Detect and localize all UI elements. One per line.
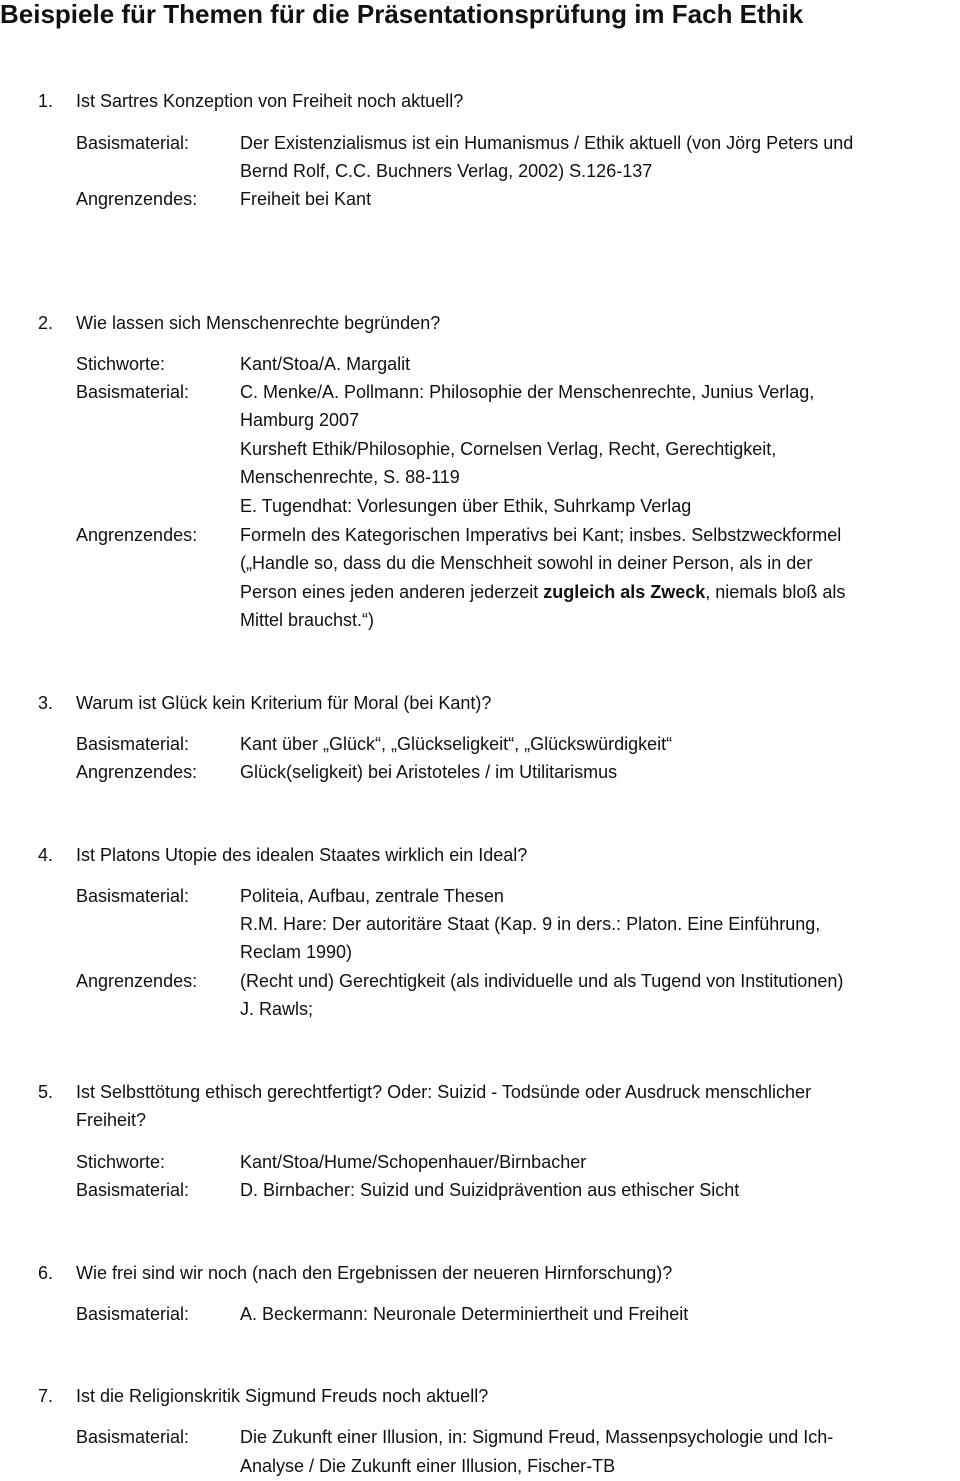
label-angrenzendes: Angrenzendes:	[76, 762, 198, 782]
basismaterial-line: Analyse / Die Zukunft einer Illusion, Fischer-TB	[240, 1456, 616, 1476]
label-basismaterial: Basismaterial:	[76, 1304, 190, 1324]
label-basismaterial: Basismaterial:	[76, 1180, 190, 1200]
angrenzendes-line	[240, 578, 845, 606]
text: Person eines jeden anderen jederzeit	[240, 582, 544, 602]
topic-question: Wie lassen sich Menschenrechte begründen?	[76, 313, 441, 333]
label-basismaterial: Basismaterial:	[76, 133, 190, 153]
angrenzendes-line: Freiheit bei Kant	[240, 189, 372, 209]
topic-question: Ist Selbsttötung ethisch gerechtfertigt? Oder: Suizid - Todsünde oder Ausdruck menschlicher	[76, 1082, 812, 1102]
topic-number: 7.	[38, 1386, 54, 1406]
angrenzendes-line: Glück(seligkeit) bei Aristoteles / im Utilitarismus	[240, 762, 618, 782]
topic-number: 6.	[38, 1263, 54, 1283]
stichworte-line: Kant/Stoa/Hume/Schopenhauer/Birnbacher	[240, 1152, 587, 1172]
topic-question: Warum ist Glück kein Kriterium für Moral (bei Kant)?	[76, 693, 492, 713]
basismaterial-line: D. Birnbacher: Suizid und Suizidprävention aus ethischer Sicht	[240, 1180, 740, 1200]
stichworte-line: Kant/Stoa/A. Margalit	[240, 354, 411, 374]
label-basismaterial: Basismaterial:	[76, 734, 190, 754]
basismaterial-line: A. Beckermann: Neuronale Determiniertheit und Freiheit	[240, 1304, 689, 1324]
basismaterial-line: E. Tugendhat: Vorlesungen über Ethik, Suhrkamp Verlag	[240, 496, 692, 516]
topic-number: 2.	[38, 313, 54, 333]
label-stichworte: Stichworte:	[76, 1152, 166, 1172]
page-title: Beispiele für Themen für die Präsentationsprüfung im Fach Ethik	[0, 0, 804, 29]
label-basismaterial: Basismaterial:	[76, 886, 190, 906]
basismaterial-line: R.M. Hare: Der autoritäre Staat (Kap. 9 in ders.: Platon. Eine Einführung,	[240, 914, 821, 934]
topic-question: Ist Sartres Konzeption von Freiheit noch aktuell?	[76, 91, 464, 111]
topic-number: 5.	[38, 1082, 54, 1102]
basismaterial-line: C. Menke/A. Pollmann: Philosophie der Menschenrechte, Junius Verlag,	[240, 382, 815, 402]
angrenzendes-line: (Recht und) Gerechtigkeit (als individuelle und als Tugend von Institutionen)	[240, 971, 844, 991]
basismaterial-line: Bernd Rolf, C.C. Buchners Verlag, 2002) S.126-137	[240, 161, 653, 181]
angrenzendes-line: Mittel brauchst.“)	[240, 610, 375, 630]
topic-number: 3.	[38, 693, 54, 713]
label-angrenzendes: Angrenzendes:	[76, 525, 198, 545]
label-stichworte: Stichworte:	[76, 354, 166, 374]
angrenzendes-line: („Handle so, dass du die Menschheit sowohl in deiner Person, als in der	[240, 553, 813, 573]
basismaterial-line: Kant über „Glück“, „Glückseligkeit“, „Glückswürdigkeit“	[240, 734, 673, 754]
bold-text: zugleich als Zweck	[543, 582, 706, 602]
topic-question: Freiheit?	[76, 1110, 147, 1130]
basismaterial-line: Die Zukunft einer Illusion, in: Sigmund Freud, Massenpsychologie und Ich-	[240, 1427, 834, 1447]
label-basismaterial: Basismaterial:	[76, 1427, 190, 1447]
topic-number: 4.	[38, 845, 54, 865]
basismaterial-line: Politeia, Aufbau, zentrale Thesen	[240, 886, 504, 906]
angrenzendes-line: J. Rawls;	[240, 999, 314, 1019]
text: , niemals bloß als	[705, 582, 846, 602]
basismaterial-line: Reclam 1990)	[240, 942, 353, 962]
topic-number: 1.	[38, 91, 54, 111]
angrenzendes-line: Formeln des Kategorischen Imperativs bei Kant; insbes. Selbstzweckformel	[240, 525, 842, 545]
topic-question: Wie frei sind wir noch (nach den Ergebnissen der neueren Hirnforschung)?	[76, 1263, 673, 1283]
basismaterial-line: Menschenrechte, S. 88-119	[240, 467, 460, 487]
label-angrenzendes: Angrenzendes:	[76, 189, 198, 209]
label-basismaterial: Basismaterial:	[76, 382, 190, 402]
basismaterial-line: Der Existenzialismus ist ein Humanismus / Ethik aktuell (von Jörg Peters und	[240, 133, 854, 153]
basismaterial-line: Kursheft Ethik/Philosophie, Cornelsen Verlag, Recht, Gerechtigkeit,	[240, 439, 777, 459]
topic-question: Ist die Religionskritik Sigmund Freuds noch aktuell?	[76, 1386, 489, 1406]
basismaterial-line: Hamburg 2007	[240, 410, 360, 430]
label-angrenzendes: Angrenzendes:	[76, 971, 198, 991]
topic-question: Ist Platons Utopie des idealen Staates wirklich ein Ideal?	[76, 845, 528, 865]
